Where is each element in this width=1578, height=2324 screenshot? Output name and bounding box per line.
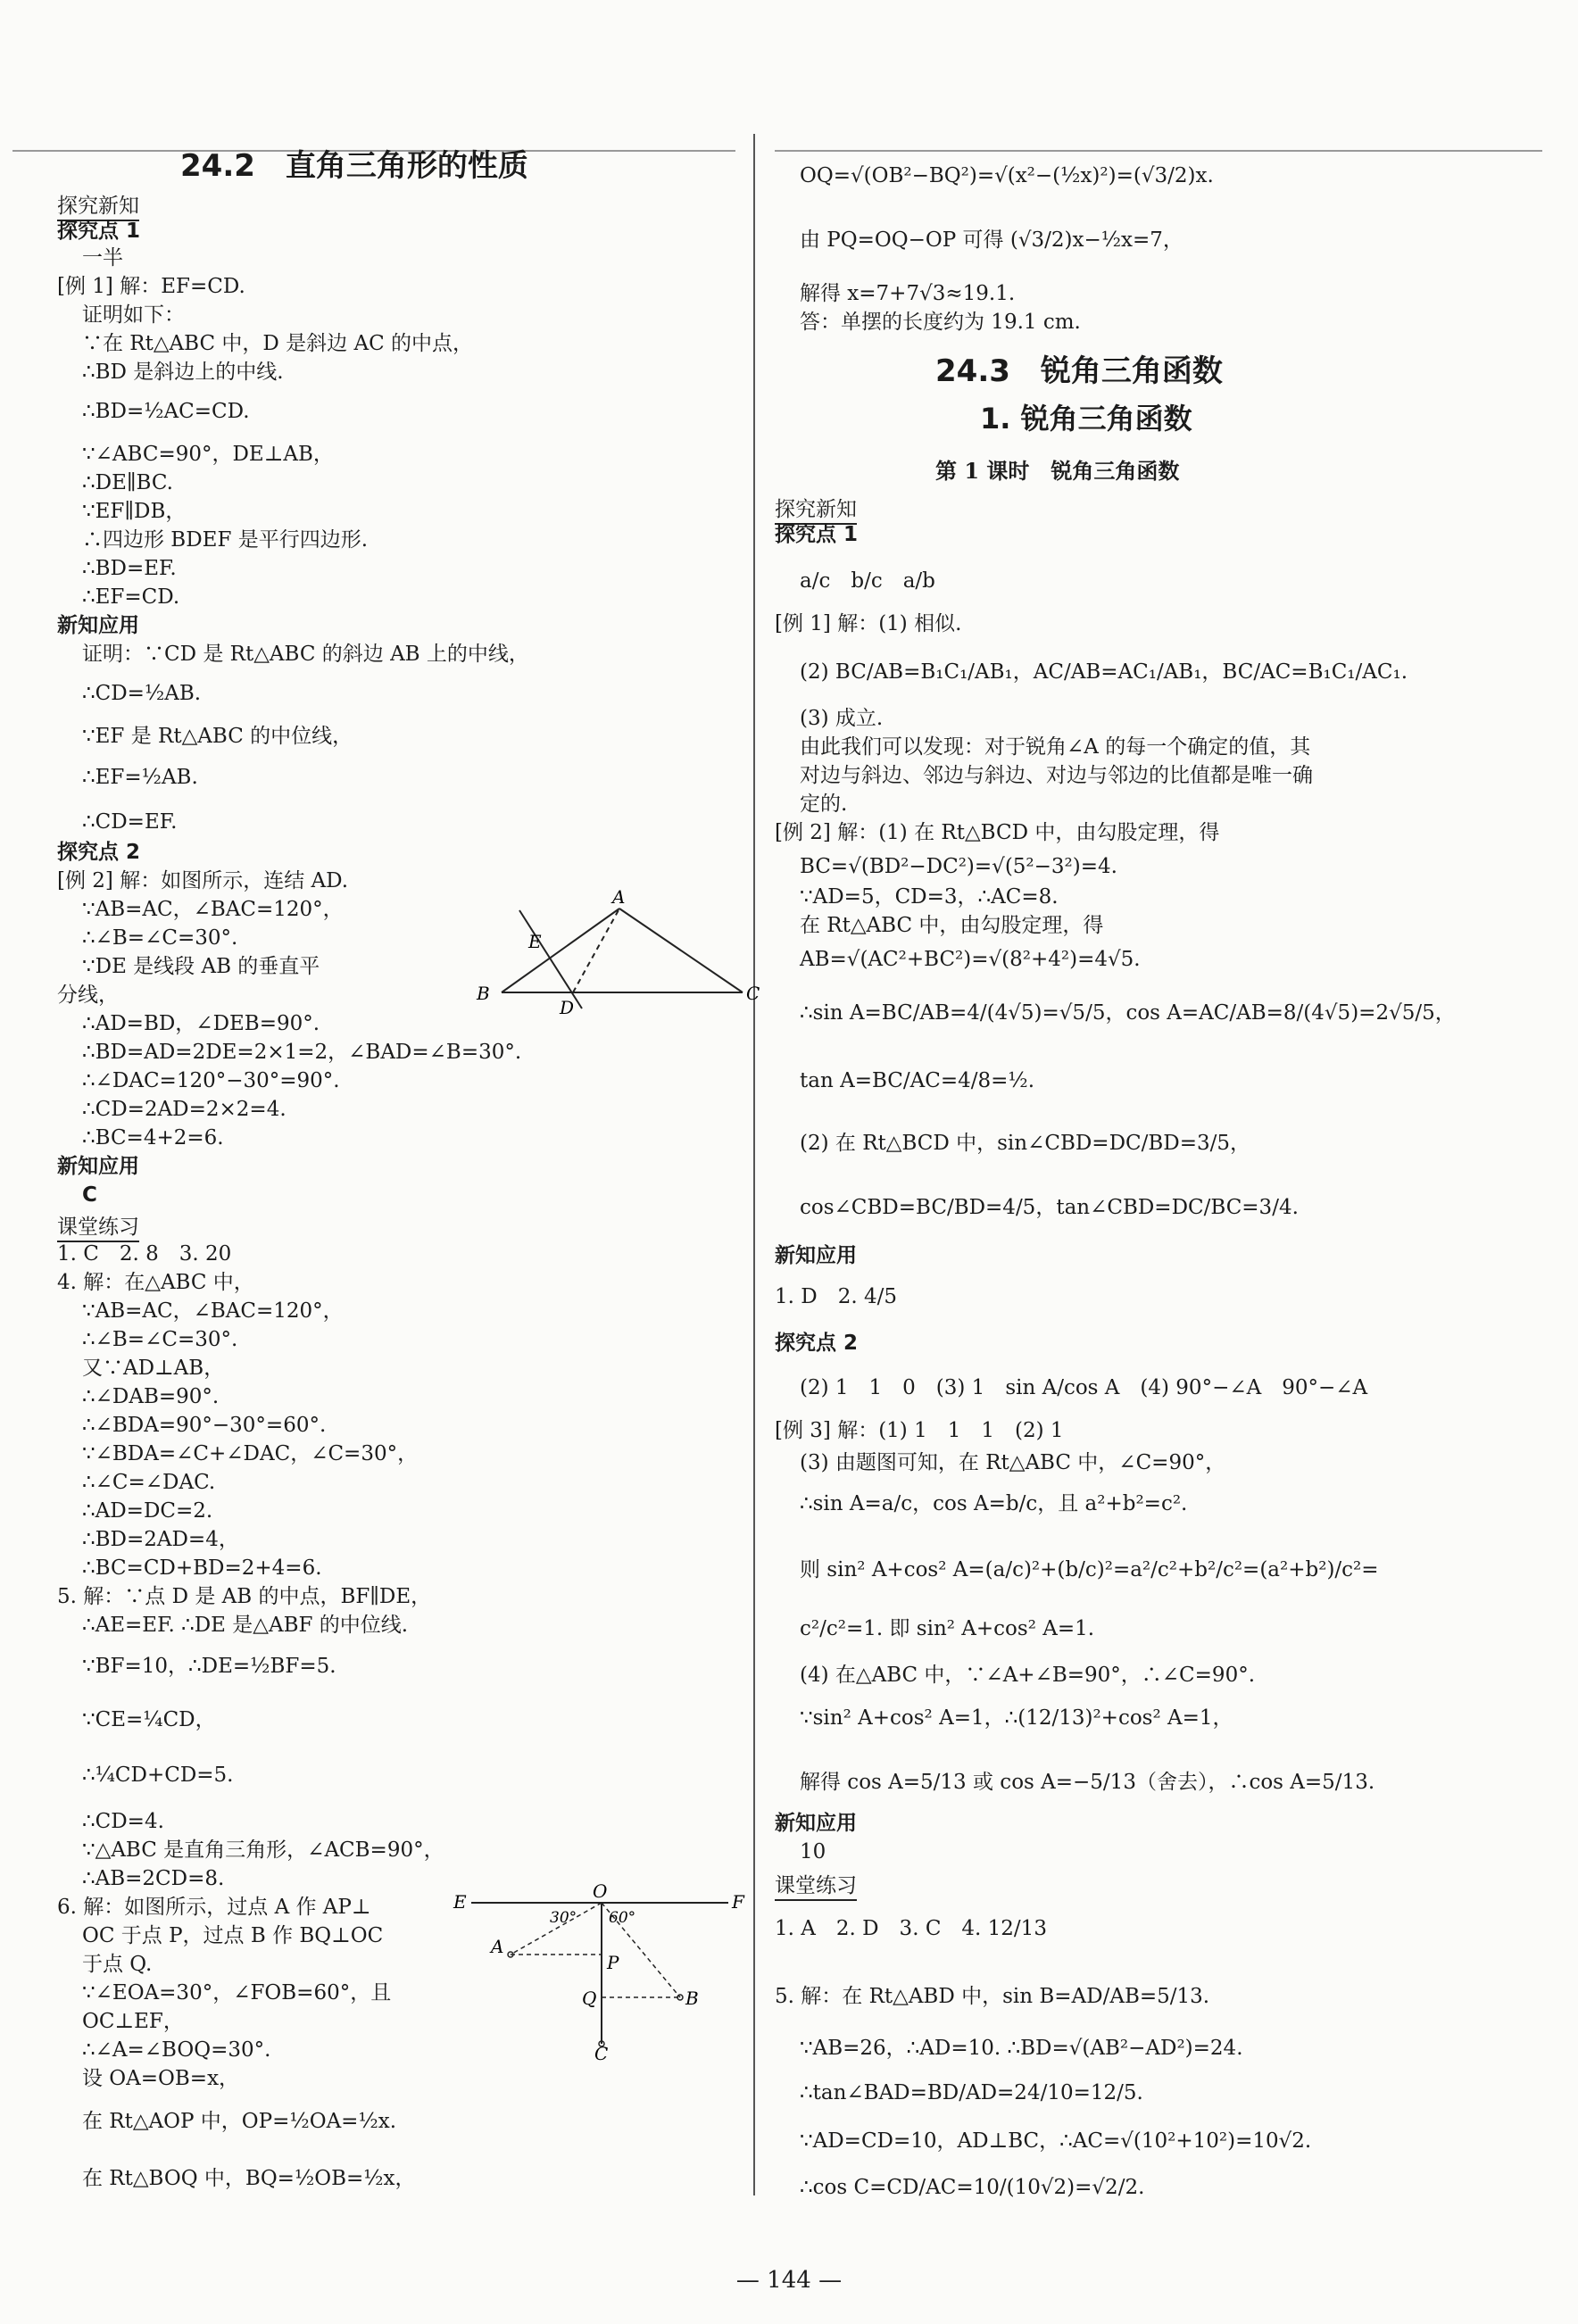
formula-line: cos∠CBD=BC/BD=4/5，tan∠CBD=DC/BC=3/4.: [800, 1196, 1299, 1219]
heading-point-1: 探究点 1: [775, 523, 859, 546]
formula-line: 在 Rt△AOP 中，OP=½OA=½x.: [82, 2110, 397, 2133]
problem-4: 4. 解：在△ABC 中，: [57, 1271, 254, 1294]
example-1: [例 1] 解：(1) 相似.: [775, 612, 962, 635]
answer-c: C: [82, 1183, 97, 1207]
text-line: ∴∠B=∠C=30°.: [82, 1328, 238, 1351]
example-3: [例 3] 解：(1) 1 1 1 (2) 1: [775, 1419, 1064, 1442]
text-line: ∴AD=BD，∠DEB=90°.: [82, 1012, 320, 1035]
answers-1-3: 1. C 2. 8 3. 20: [57, 1242, 232, 1266]
text-line: ∴AD=DC=2.: [82, 1499, 213, 1523]
formula-line: ∴cos C=CD/AC=10/(10√2)=√2/2.: [800, 2176, 1145, 2199]
text-line: ∴BD=2AD=4，: [82, 1528, 239, 1551]
formula-line: OQ=√(OB²−BQ²)=√(x²−(½x)²)=(√3/2)x.: [800, 164, 1214, 187]
formula-line: (2) 1 1 0 (3) 1 sin A/cos A (4) 90°−∠A 90°−∠A: [800, 1376, 1368, 1399]
column-divider: [753, 134, 755, 2195]
formula-line: 解得 cos A=5/13 或 cos A=−5/13（舍去），∴cos A=5/13.: [800, 1771, 1375, 1794]
answer-10: 10: [800, 1840, 826, 1863]
text-line: (4) 在△ABC 中，∵∠A+∠B=90°，∴∠C=90°.: [800, 1664, 1256, 1687]
label-p: P: [607, 1952, 619, 1973]
text-line: 于点 Q.: [82, 1953, 153, 1976]
text-line: (3) 成立.: [800, 707, 884, 730]
text-line: ∴BD=EF.: [82, 557, 177, 580]
heading-apply: 新知应用: [775, 1812, 857, 1835]
text-line: ∴AB=2CD=8.: [82, 1867, 225, 1890]
text-line: 又∵AD⊥AB，: [82, 1357, 225, 1380]
example-2: [例 2] 解：如图所示，连结 AD.: [57, 869, 349, 892]
text-line: 由此我们可以发现：对于锐角∠A 的每一个确定的值，其: [800, 735, 1311, 759]
label-a: A: [612, 886, 626, 908]
answers-1-2: 1. D 2. 4/5: [775, 1285, 897, 1308]
triangle-figure-1: [414, 884, 760, 1018]
formula-line: BC=√(BD²−DC²)=√(5²−3²)=4.: [800, 855, 1117, 878]
formula-line: ∴tan∠BAD=BD/AD=24/10=12/5.: [800, 2081, 1143, 2104]
heading-point-2: 探究点 2: [775, 1332, 859, 1355]
angle-30: 30°: [550, 1909, 577, 1927]
text-line: ∴BC=4+2=6.: [82, 1126, 224, 1150]
answers-1-4: 1. A 2. D 3. C 4. 12/13: [775, 1917, 1047, 1940]
text-line: 解得 x=7+7√3≈19.1.: [800, 282, 1016, 305]
formula-line: ∵AD=CD=10，AD⊥BC，∴AC=√(10²+10²)=10√2.: [800, 2129, 1312, 2153]
problem-5: 5. 解：∵点 D 是 AB 的中点，BF∥DE，: [57, 1585, 432, 1608]
text-line: ∵在 Rt△ABC 中，D 是斜边 AC 的中点，: [82, 332, 473, 355]
text-line: ∴BC=CD+BD=2+4=6.: [82, 1556, 322, 1580]
text-line: 答：单摆的长度约为 19.1 cm.: [800, 311, 1081, 334]
formula-line: 在 Rt△BOQ 中，BQ=½OB=½x，: [82, 2167, 416, 2190]
formula-line: tan A=BC/AC=4/8=½.: [800, 1069, 1035, 1092]
text-line: ∵∠BDA=∠C+∠DAC，∠C=30°，: [82, 1442, 419, 1465]
heading-apply: 新知应用: [57, 1155, 139, 1178]
formula-line: ∵sin² A+cos² A=1，∴(12/13)²+cos² A=1，: [800, 1706, 1233, 1730]
lesson-title: 第 1 课时 锐角三角函数: [935, 458, 1180, 484]
formula-line: (2) BC/AB=B₁C₁/AB₁，AC/AB=AC₁/AB₁，BC/AC=B₁C₁/AC₁.: [800, 660, 1408, 684]
heading-point-1: 探究点 1: [57, 220, 141, 243]
page-number: — 144 —: [735, 2267, 843, 2294]
text-line: 分线，: [57, 984, 119, 1007]
problem-6: 6. 解：如图所示，过点 A 作 AP⊥: [57, 1896, 371, 1919]
text-line: ∵AB=AC，∠BAC=120°，: [82, 1299, 344, 1323]
formula-line: c²/c²=1. 即 sin² A+cos² A=1.: [800, 1617, 1095, 1640]
formula-line: ∵AB=26，∴AD=10. ∴BD=√(AB²−AD²)=24.: [800, 2037, 1243, 2060]
text-line: ∴∠DAC=120°−30°=90°.: [82, 1069, 340, 1092]
heading-apply: 新知应用: [57, 614, 139, 637]
formula-line: 则 sin² A+cos² A=(a/c)²+(b/c)²=a²/c²+b²/c²=(a²+b²)/c²=: [800, 1558, 1379, 1581]
label-d: D: [560, 997, 575, 1018]
heading-practice: 课堂练习: [775, 1869, 857, 1901]
text-line: ∴∠C=∠DAC.: [82, 1471, 216, 1494]
subsection-title: 1. 锐角三角函数: [980, 402, 1192, 436]
formula-line: ∴EF=½AB.: [82, 766, 198, 789]
text-line: 对边与斜边、邻边与斜边、对边与邻边的比值都是唯一确: [800, 764, 1313, 787]
label-e: E: [528, 931, 542, 952]
text-line: 设 OA=OB=x，: [82, 2067, 240, 2090]
formula-line: (2) 在 Rt△BCD 中，sin∠CBD=DC/BD=3/5，: [800, 1132, 1251, 1155]
heading-point-2: 探究点 2: [57, 841, 141, 864]
heading-practice: 课堂练习: [57, 1210, 139, 1242]
text-line: ∵∠ABC=90°，DE⊥AB，: [82, 443, 334, 466]
label-e: E: [453, 1891, 467, 1913]
label-b: B: [477, 983, 490, 1004]
formula-line: ∵BF=10，∴DE=½BF=5.: [82, 1655, 336, 1678]
text-line: (3) 由题图可知，在 Rt△ABC 中，∠C=90°，: [800, 1451, 1226, 1474]
top-rule-right: [775, 150, 1542, 152]
text-line: ∴∠A=∠BOQ=30°.: [82, 2038, 271, 2062]
formula-line: ∴sin A=BC/AB=4/(4√5)=√5/5，cos A=AC/AB=8/(4√5)=2√5/5，: [800, 1001, 1456, 1025]
text-line: ∴EF=CD.: [82, 585, 180, 609]
text-line: ∵∠EOA=30°，∠FOB=60°，且: [82, 1981, 392, 2004]
text-line: 证明如下：: [82, 303, 185, 327]
text-line: ∴CD=EF.: [82, 810, 178, 834]
text-line: ∴DE∥BC.: [82, 471, 173, 494]
heading-explore: 探究新知: [775, 493, 857, 525]
text-line: ∴∠BDA=90°−30°=60°.: [82, 1414, 327, 1437]
label-c: C: [594, 2043, 609, 2064]
section-title-24-3: 24.3 锐角三角函数: [935, 353, 1223, 389]
formula-line: ∴¼CD+CD=5.: [82, 1764, 234, 1787]
text-line: OC⊥EF，: [82, 2010, 184, 2033]
text-line: ∴CD=4.: [82, 1810, 164, 1833]
text-line: ∵AB=AC，∠BAC=120°，: [82, 898, 344, 921]
text-line: ∴BD 是斜边上的中线.: [82, 361, 284, 384]
label-o: O: [593, 1880, 608, 1902]
text-line: 定的.: [800, 793, 848, 816]
text-line: ∵△ABC 是直角三角形，∠ACB=90°，: [82, 1838, 444, 1862]
text-line: ∴四边形 BDEF 是平行四边形.: [82, 528, 369, 552]
label-a: A: [491, 1936, 504, 1957]
text-line: ∴∠B=∠C=30°.: [82, 926, 238, 950]
example-2: [例 2] 解：(1) 在 Rt△BCD 中，由勾股定理，得: [775, 821, 1220, 844]
angle-60: 60°: [609, 1909, 636, 1927]
formula-line: ∵CE=¼CD，: [82, 1708, 216, 1731]
text-line: ∴BD=AD=2DE=2×1=2，∠BAD=∠B=30°.: [82, 1041, 522, 1064]
label-c: C: [746, 983, 760, 1004]
formula-line: ∴sin A=a/c，cos A=b/c，且 a²+b²=c².: [800, 1492, 1188, 1515]
heading-explore: 探究新知: [57, 189, 139, 221]
heading-apply: 新知应用: [775, 1244, 857, 1267]
formula-line: AB=√(AC²+BC²)=√(8²+4²)=4√5.: [800, 948, 1141, 971]
example-1: [例 1] 解：EF=CD.: [57, 275, 245, 298]
text-line: ∵EF 是 Rt△ABC 的中位线，: [82, 725, 353, 748]
section-title-24-2: 24.2 直角三角形的性质: [180, 148, 528, 184]
label-b: B: [685, 1988, 699, 2009]
text-line: 在 Rt△ABC 中，由勾股定理，得: [800, 914, 1104, 937]
formula-line: ∴CD=½AB.: [82, 682, 202, 705]
label-q: Q: [582, 1988, 597, 2009]
formula-line: ∴BD=½AC=CD.: [82, 400, 250, 423]
text-line: ∴CD=2AD=2×2=4.: [82, 1098, 287, 1121]
text-line: ∴∠DAB=90°.: [82, 1385, 220, 1408]
text-line: ∵AD=5，CD=3，∴AC=8.: [800, 885, 1059, 909]
text-line: ∴AE=EF. ∴DE 是△ABF 的中位线.: [82, 1614, 409, 1637]
problem-5: 5. 解：在 Rt△ABD 中，sin B=AD/AB=5/13.: [775, 1985, 1210, 2008]
formula-line: a/c b/c a/b: [800, 569, 935, 593]
label-f: F: [732, 1891, 744, 1913]
text-line: ∵EF∥DB，: [82, 500, 187, 523]
text-line: OC 于点 P，过点 B 作 BQ⊥OC: [82, 1924, 384, 1947]
text-line: 证明：∵CD 是 Rt△ABC 的斜边 AB 上的中线，: [82, 643, 529, 666]
formula-line: 由 PQ=OQ−OP 可得 (√3/2)x−½x=7，: [800, 228, 1184, 252]
text-line: ∵DE 是线段 AB 的垂直平: [82, 955, 320, 978]
pendulum-figure: [450, 1880, 744, 2064]
answer-half: 一半: [82, 246, 123, 270]
